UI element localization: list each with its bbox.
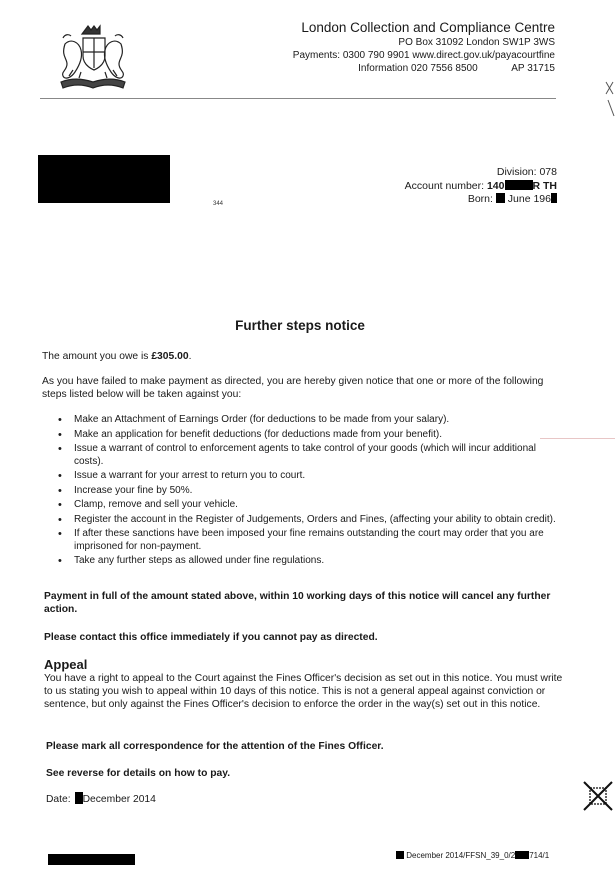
list-item: • Take any further steps as allowed under fine regulations. — [44, 555, 564, 568]
list-item: • Make an application for benefit deductions (for deductions made from your benefit). — [44, 429, 564, 442]
scan-artifact-line — [540, 438, 615, 439]
royal-crest-logo — [55, 24, 131, 96]
redacted-ref-day — [396, 851, 404, 859]
reference-part-1: December 2014/FFSN_39_0/2 — [406, 851, 516, 860]
redacted-footer-code — [48, 854, 135, 865]
notice-title: Further steps notice — [235, 318, 365, 333]
account-details — [405, 166, 557, 207]
redacted-date-day — [75, 792, 83, 804]
contact-office-notice: Please contact this office immediately if you cannot pay as directed. — [44, 632, 378, 643]
header-divider — [40, 98, 556, 99]
redacted-birth-year-digit — [551, 193, 557, 203]
born-line — [405, 193, 557, 207]
appeal-heading: Appeal — [44, 657, 88, 672]
list-item: • If after these sanctions have been imposed your fine remains outstanding the court may order that you are imprisoned for non-payment. — [44, 528, 564, 553]
date-label: Date: — [46, 794, 71, 805]
account-number-prefix: 140 — [486, 179, 505, 192]
list-item: • Clamp, remove and sell your vehicle. — [44, 499, 564, 512]
redacted-account-digits — [505, 180, 533, 190]
redacted-birth-day — [496, 193, 505, 203]
crossed-stamp-mark — [582, 780, 614, 812]
list-item: • Make an Attachment of Earnings Order (for deductions to be made from your salary). — [44, 414, 564, 427]
list-item: • Increase your fine by 50%. — [44, 485, 564, 498]
ap-reference: AP 31715 — [511, 63, 555, 74]
po-box-address: PO Box 31092 London SW1P 3WS — [398, 37, 555, 48]
enforcement-steps-list — [44, 414, 564, 570]
list-item: • Issue a warrant of control to enforcement agents to take control of your goods (which will incur additional costs). — [44, 443, 564, 468]
page-edge-scan-mark — [604, 80, 615, 120]
list-item: • Register the account in the Register of Judgements, Orders and Fines, (affecting your ability to obtain credit). — [44, 514, 564, 527]
born-date: June 196 — [507, 193, 551, 205]
information-line — [293, 63, 555, 74]
amount-owed-line — [42, 350, 562, 363]
redacted-recipient-address — [38, 155, 170, 203]
intro-paragraph: As you have failed to make payment as directed, you are hereby given notice that one or more of the following steps listed below will be taken against you: — [42, 376, 544, 400]
organisation-name: London Collection and Compliance Centre — [301, 20, 555, 35]
reference-part-2: 714/1 — [529, 851, 550, 860]
information-phone: Information 020 7556 8500 — [358, 63, 478, 74]
list-item: • Issue a warrant for your arrest to return you to court. — [44, 470, 564, 483]
amount-suffix: . — [188, 351, 192, 362]
payment-in-full-notice: Payment in full of the amount stated above, within 10 working days of this notice will cancel any further action. — [44, 591, 551, 615]
date-line — [46, 792, 566, 806]
recipient-small-code: 344 — [213, 201, 224, 207]
account-number-suffix: R TH — [532, 179, 557, 192]
sender-address-block — [293, 20, 555, 74]
appeal-paragraph: You have a right to appeal to the Court against the Fines Officer's decision as set out in this notice. You must write to us stating you wish to appeal within 10 days of this notice. This is not a general appeal against conviction or sentence, but only against the Fines Officer's decision to enforce the order in the way(s) set out in this notice. — [44, 673, 563, 710]
document-reference — [396, 851, 549, 860]
see-reverse-notice: See reverse for details on how to pay. — [46, 768, 231, 779]
mark-correspondence-notice: Please mark all correspondence for the attention of the Fines Officer. — [46, 741, 384, 752]
account-number-label: Account number: — [404, 179, 485, 192]
date-value: December 2014 — [82, 794, 156, 805]
amount-owed: £305.00 — [151, 351, 189, 362]
account-number-line — [405, 180, 557, 194]
division: Division: 078 — [496, 166, 557, 178]
redacted-ref-digits — [515, 851, 529, 859]
born-label: Born: — [467, 193, 493, 205]
amount-prefix: The amount you owe is — [42, 351, 152, 362]
payments-line: Payments: 0300 790 9901 www.direct.gov.uk/payacourtfine — [292, 50, 555, 61]
